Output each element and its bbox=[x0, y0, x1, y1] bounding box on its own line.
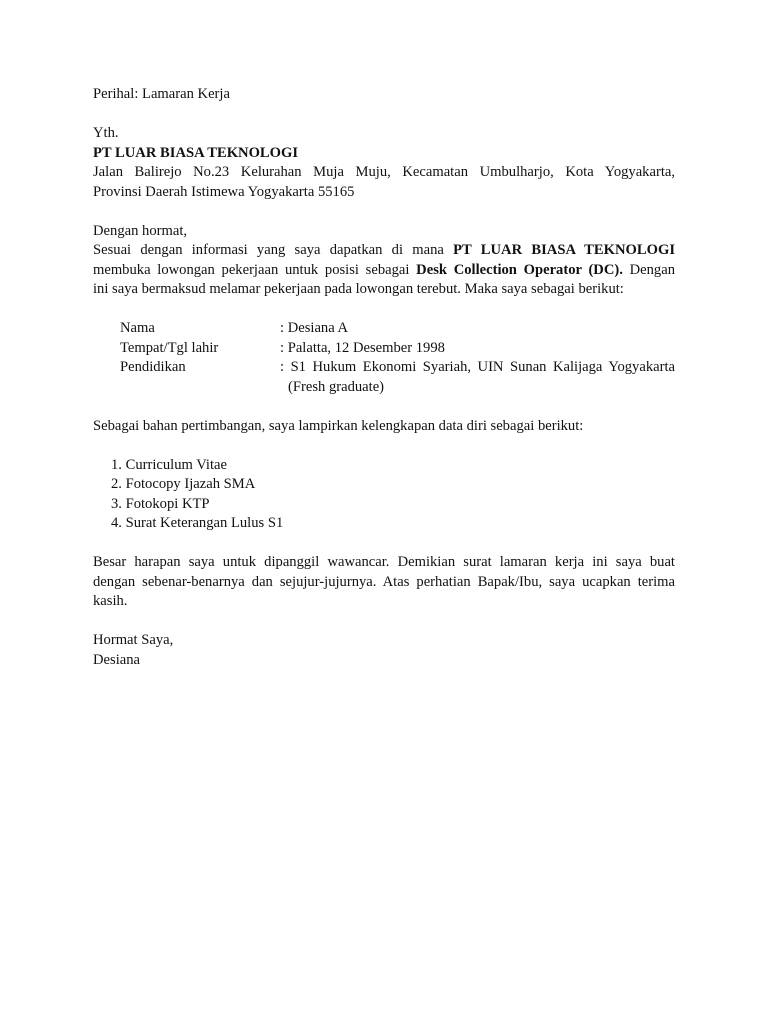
list-item: 4. Surat Keterangan Lulus S1 bbox=[111, 515, 284, 531]
info-row-birth bbox=[120, 339, 675, 359]
attachments-list bbox=[111, 456, 675, 534]
closing-line-1: Besar harapan saya untuk dipanggil wawancar. Demikian surat lamaran kerja ini saya buat bbox=[93, 554, 675, 570]
education-note: (Fresh graduate) bbox=[288, 378, 385, 395]
intro-company: PT LUAR BIASA TEKNOLOGI bbox=[453, 242, 675, 258]
name-value: : Desiana A bbox=[280, 320, 349, 336]
name-label: Nama bbox=[120, 320, 155, 336]
intro-position: Desk Collection Operator (DC). bbox=[416, 261, 623, 278]
closing-line-2: dengan sebenar-benarnya dan sejujur-jujurnya. Atas perhatian Bapak/Ibu, saya ucapkan terima bbox=[93, 573, 675, 590]
recipient-address-line-2: Provinsi Daerah Istimewa Yogyakarta 55165 bbox=[93, 183, 355, 200]
intro-line-2: membuka lowongan pekerjaan untuk posisi sebagai Desk Collection Operator (DC). Dengan bbox=[93, 261, 675, 278]
birth-label: Tempat/Tgl lahir bbox=[120, 339, 219, 356]
list-item: 2. Fotocopy Ijazah SMA bbox=[111, 476, 256, 492]
recipient-salutation: Yth. bbox=[93, 125, 119, 141]
info-row-education bbox=[120, 358, 675, 397]
recipient-block bbox=[93, 124, 675, 202]
closing-line-3: kasih. bbox=[93, 593, 128, 609]
closing-paragraph bbox=[93, 553, 675, 612]
attachments-intro: Sebagai bahan pertimbangan, saya lampirkan kelengkapan data diri sebagai berikut: bbox=[93, 417, 584, 434]
applicant-info bbox=[120, 319, 675, 397]
info-row-name bbox=[120, 319, 675, 339]
list-item: 1. Curriculum Vitae bbox=[111, 456, 227, 473]
letter-subject: Perihal: Lamaran Kerja bbox=[93, 86, 230, 102]
education-label: Pendidikan bbox=[120, 359, 186, 375]
intro-line-1: Sesuai dengan informasi yang saya dapatkan di mana PT LUAR BIASA TEKNOLOGI bbox=[93, 242, 675, 258]
signature-name: Desiana bbox=[93, 651, 141, 668]
signature-regards: Hormat Saya, bbox=[93, 632, 174, 648]
greeting: Dengan hormat, bbox=[93, 222, 188, 239]
recipient-address-line-1: Jalan Balirejo No.23 Kelurahan Muja Muju, Kecamatan Umbulharjo, Kota Yogyakarta, bbox=[93, 164, 675, 180]
recipient-company: PT LUAR BIASA TEKNOLOGI bbox=[93, 144, 299, 161]
list-item: 3. Fotokopi KTP bbox=[111, 495, 210, 512]
education-value: : S1 Hukum Ekonomi Syariah, UIN Sunan Kalijaga Yogyakarta bbox=[280, 359, 675, 375]
intro-line-3: ini saya bermaksud melamar pekerjaan pada lowongan terebut. Maka saya sebagai berikut: bbox=[93, 281, 624, 297]
birth-value: : Palatta, 12 Desember 1998 bbox=[280, 339, 445, 356]
letter-page bbox=[93, 85, 675, 670]
intro-paragraph bbox=[93, 241, 675, 300]
